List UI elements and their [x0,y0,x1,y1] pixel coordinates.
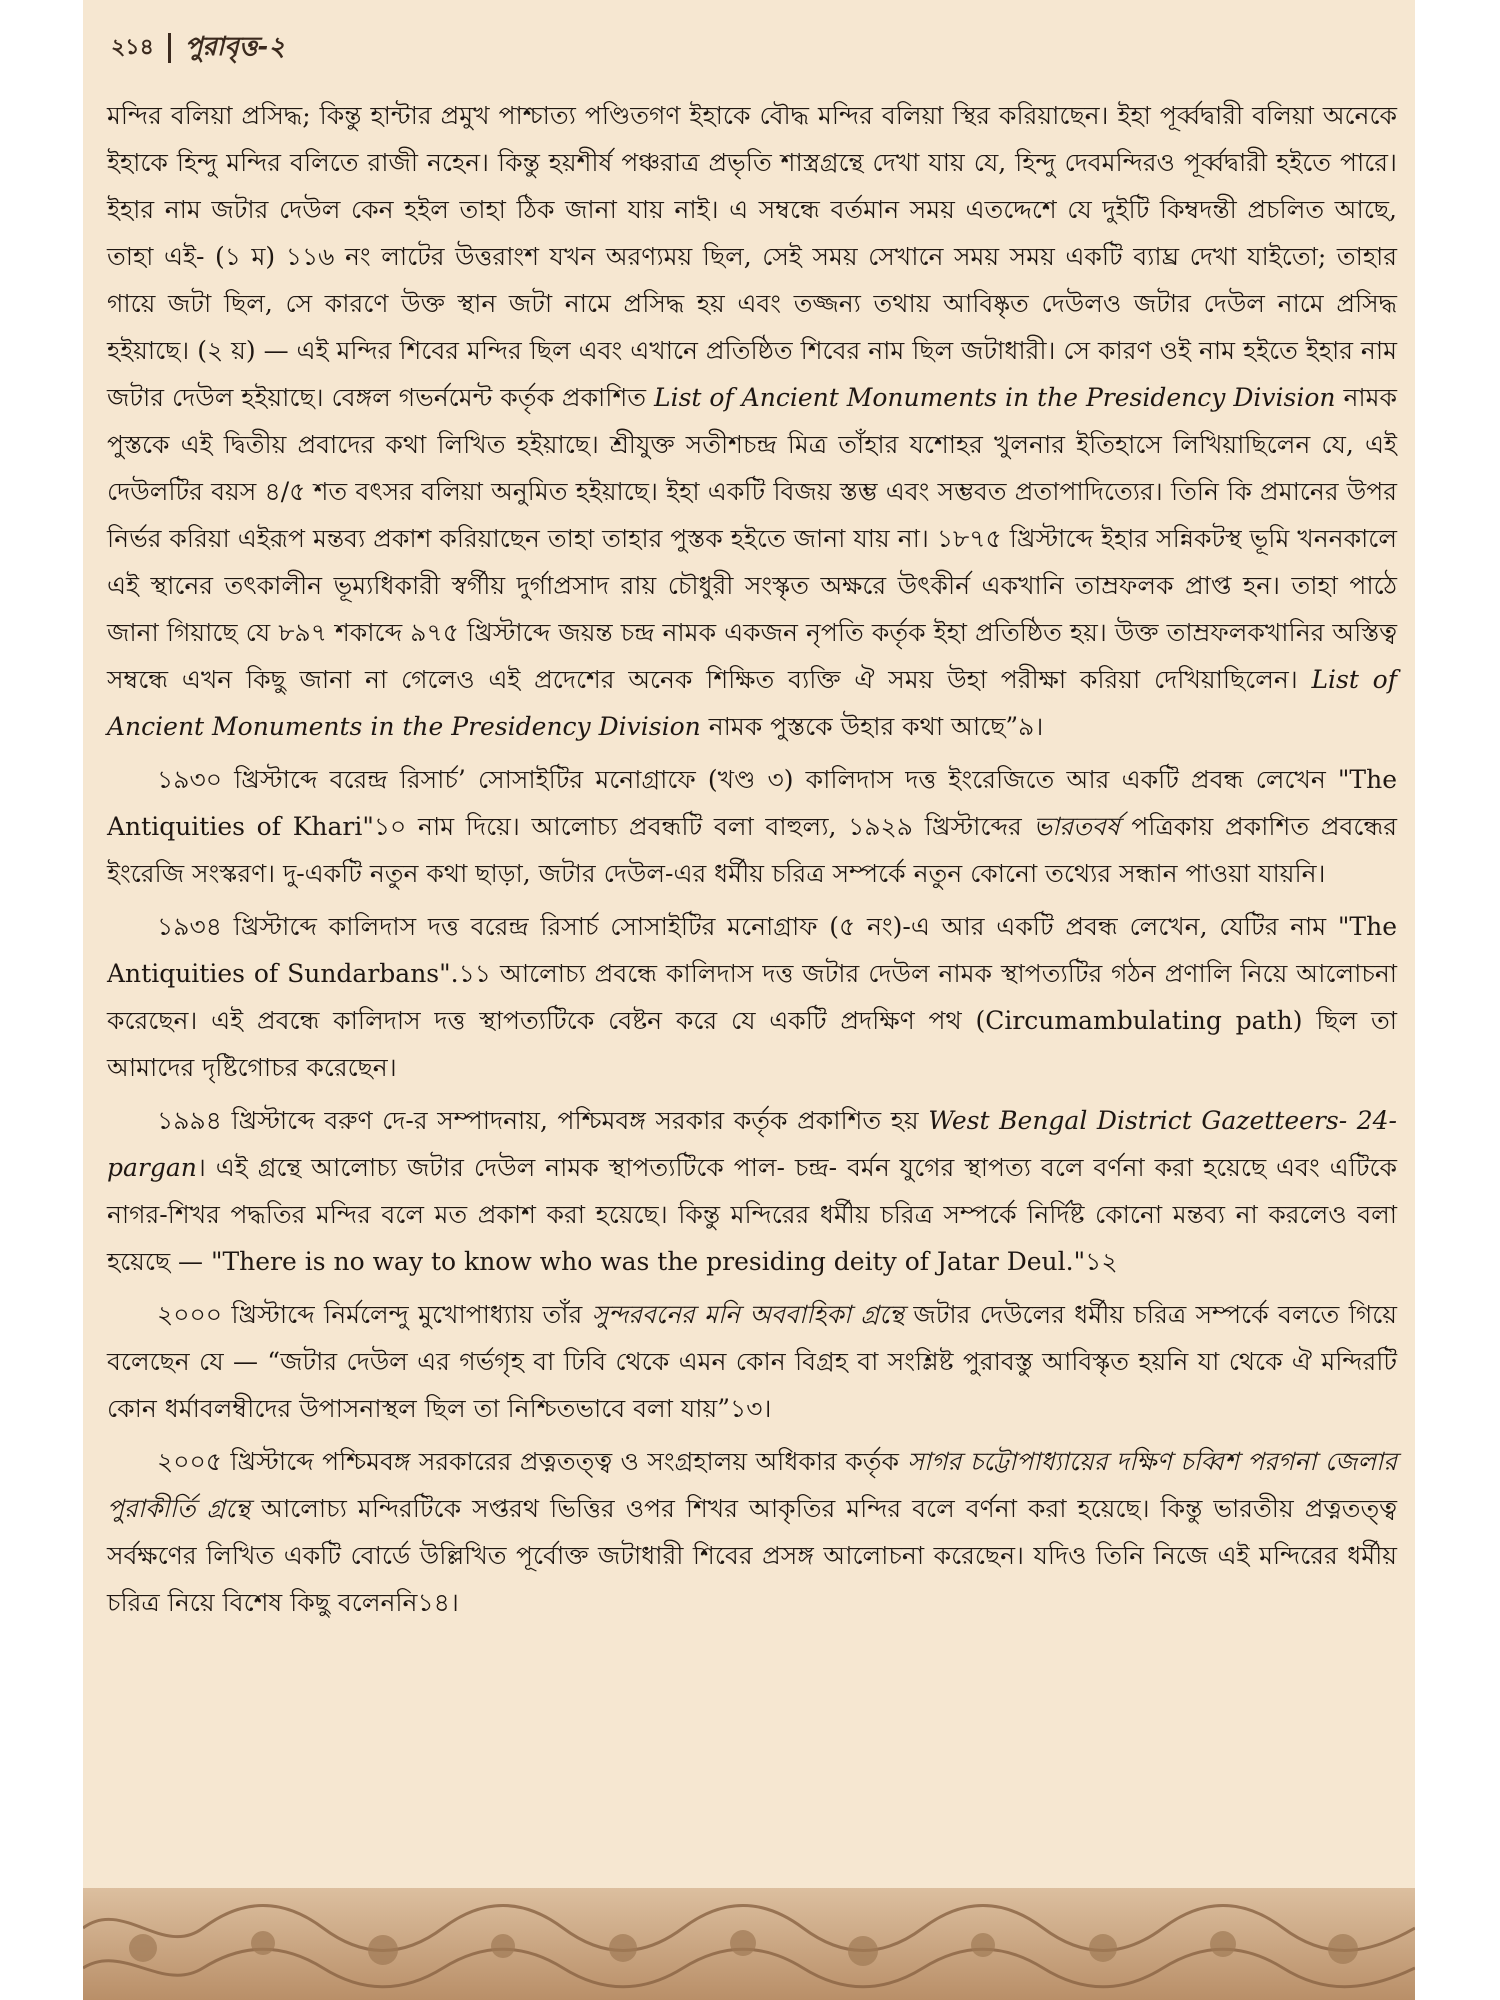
decorative-carved-border-image [83,1888,1415,2000]
paragraph [107,1438,1397,1626]
text-segment: নামক পুস্তকে উহার কথা আছে”৯। [700,712,1044,741]
text-segment: নামক পুস্তকে এই দ্বিতীয় প্রবাদের কথা লিখিত হইয়াছে। শ্রীযুক্ত সতীশচন্দ্র মিত্র তাঁহার যশোহর খুলনার ইতিহাসে লিখিয়াছিলেন যে, এই দেউলটির বয়স ৪/৫ শত বৎসর বলিয়া অনুমিত হইয়াছে। ইহা একটি বিজয় স্তম্ভ এবং সম্ভবত প্রতাপাদিত্যের। তিনি কি প্রমানের উপর নির্ভর করিয়া এইরূপ মন্তব্য প্রকাশ করিয়াছেন তাহা তাহার পুস্তক হইতে জানা যায় না। ১৮৭৫ খ্রিস্টাব্দে ইহার সন্নিকটস্থ ভূমি খননকালে এই স্থানের তৎকালীন ভূম্যধিকারী স্বর্গীয় দুর্গাপ্রসাদ রায় চৌধুরী সংস্কৃত অক্ষরে উৎকীর্ন একখানি তাম্রফলক প্রাপ্ত হন। তাহা পাঠে জানা গিয়াছে যে ৮৯৭ শকাব্দে ৯৭৫ খ্রিস্টাব্দে জয়ন্ত চন্দ্র নামক একজন নৃপতি কর্তৃক ইহা প্রতিষ্ঠিত হয়। উক্ত তাম্রফলকখানির অস্তিত্ব সম্বন্ধে এখন কিছু জানা না গেলেও এই প্রদেশের অনেক শিক্ষিত ব্যক্তি ঐ সময় উহা পরীক্ষা করিয়া দেখিয়াছিলেন। [107,383,1398,694]
page-number: ২১৪ [111,33,154,60]
italic-text-segment: সাগর চট্টোপাধ্যায়ের দক্ষিণ চব্বিশ পরগনা জেলার পুরাকীর্তি গ্রন্থে [107,1447,1397,1523]
italic-text-segment: List of Ancient Monuments in the Presidency Division [653,383,1336,412]
paragraph [107,1097,1397,1285]
header-divider [168,33,171,63]
text-segment: ২০০৫ খ্রিস্টাব্দে পশ্চিমবঙ্গ সরকারের প্রত্নতত্ত্ব ও সংগ্রহালয় অধিকার কর্তৃক [157,1447,908,1476]
italic-text-segment: List of Ancient Monuments in the Presidency Division [107,665,1397,741]
paragraph [107,92,1397,750]
italic-text-segment: West Bengal District Gazetteers- 24- pargan [107,1106,1397,1182]
italic-text-segment: ভারতবর্ষ [1033,812,1120,841]
text-segment: পত্রিকায় প্রকাশিত প্রবন্ধের ইংরেজি সংস্করণ। দু-একটি নতুন কথা ছাড়া, জটার দেউল-এর ধর্মীয় চরিত্র সম্পর্কে নতুন কোনো তথ্যের সন্ধান পাওয়া যায়নি। [107,812,1397,888]
text-segment: মন্দির বলিয়া প্রসিদ্ধ; কিন্তু হান্টার প্রমুখ পাশ্চাত্য পণ্ডিতগণ ইহাকে বৌদ্ধ মন্দির বলিয়া স্থির করিয়াছেন। ইহা পূর্ব্বদ্বারী বলিয়া অনেকে ইহাকে হিন্দু মন্দির বলিতে রাজী নহেন। কিন্তু হয়শীর্ষ পঞ্চরাত্র প্রভৃতি শাস্ত্রগ্রন্থে দেখা যায় যে, হিন্দু দেবমন্দিরও পূর্ব্বদ্বারী হইতে পারে। ইহার নাম জটার দেউল কেন হইল তাহা ঠিক জানা যায় নাই। এ সম্বন্ধে বর্তমান সময় এতদ্দেশে যে দুইটি কিম্বদন্তী প্রচলিত আছে, তাহা এই- (১ ম) ১১৬ নং লাটের উত্তরাংশ যখন অরণ্যময় ছিল, সেই সময় সেখানে সময় সময় একটি ব্যাঘ্র দেখা যাইতো; তাহার গায়ে জটা ছিল, সে কারণে উক্ত স্থান জটা নামে প্রসিদ্ধ হয় এবং তজ্জন্য তথায় আবিষ্কৃত দেউলও জটার দেউল নামে প্রসিদ্ধ হইয়াছে। (২ য়) — এই মন্দির শিবের মন্দির ছিল এবং এখানে প্রতিষ্ঠিত শিবের নাম ছিল জটাধারী। সে কারণ ওই নাম হইতে ইহার নাম জটার দেউল হইয়াছে। বেঙ্গল গভর্নমেন্ট কর্তৃক প্রকাশিত [107,101,1397,412]
italic-text-segment: সুন্দরবনের মনি অববাহিকা গ্রন্থে [591,1300,905,1329]
text-segment: ২০০০ খ্রিস্টাব্দে নির্মলেন্দু মুখোপাধ্যায় তাঁর [157,1300,592,1329]
text-segment: ১৯৩৪ খ্রিস্টাব্দে কালিদাস দত্ত বরেন্দ্র রিসার্চ সোসাইটির মনোগ্রাফ (৫ নং)-এ আর একটি প্রবন্ধ লেখেন, যেটির নাম "The Antiquities of Sundarbans".১১ আলোচ্য প্রবন্ধে কালিদাস দত্ত জটার দেউল নামক স্থাপত্যটির গঠন প্রণালি নিয়ে আলোচনা করেছেন। এই প্রবন্ধে কালিদাস দত্ত স্থাপত্যটিকে বেষ্টন করে যে একটি প্রদক্ষিণ পথ (Circumambulating path) ছিল তা আমাদের দৃষ্টিগোচর করেছেন। [107,912,1397,1082]
book-title: পুরাবৃত্ত-২ [184,32,286,62]
text-segment: জটার দেউলের ধর্মীয় চরিত্র সম্পর্কে বলতে গিয়ে বলেছেন যে — “জটার দেউল এর গর্ভগৃহ বা ঢিবি থেকে এমন কোন বিগ্রহ বা সংশ্লিষ্ট পুরাবস্তু আবিস্কৃত হয়নি যা থেকে ঐ মন্দিরটি কোন ধর্মাবলম্বীদের উপাসনাস্থল ছিল তা নিশ্চিতভাবে বলা যায়”১৩। [107,1300,1397,1423]
text-segment: । এই গ্রন্থে আলোচ্য জটার দেউল নামক স্থাপত্যটিকে পাল- চন্দ্র- বর্মন যুগের স্থাপত্য বলে বর্ণনা করা হয়েছে এবং এটিকে নাগর-শিখর পদ্ধতির মন্দির বলে মত প্রকাশ করা হয়েছে। কিন্তু মন্দিরের ধর্মীয় চরিত্র সম্পর্কে নির্দিষ্ট কোনো মন্তব্য না করলেও বলা হয়েছে — "There is no way to know who was the presiding deity of Jatar Deul."১২ [107,1153,1397,1276]
text-segment: ১৯৯৪ খ্রিস্টাব্দে বরুণ দে-র সম্পাদনায়, পশ্চিমবঙ্গ সরকার কর্তৃক প্রকাশিত হয় [157,1106,929,1135]
paragraph [107,903,1397,1091]
page-header [111,26,285,70]
paragraph [107,1291,1397,1432]
article-body [107,92,1397,1632]
text-segment: আলোচ্য মন্দিরটিকে সপ্তরথ ভিত্তির ওপর শিখর আকৃতির মন্দির বলে বর্ণনা করা হয়েছে। কিন্তু ভারতীয় প্রত্নতত্ত্ব সর্বক্ষণের লিখিত একটি বোর্ডে উল্লিখিত পূর্বোক্ত জটাধারী শিবের প্রসঙ্গ আলোচনা করেছেন। যদিও তিনি নিজে এই মন্দিরের ধর্মীয় চরিত্র নিয়ে বিশেষ কিছু বলেননি১৪। [107,1494,1397,1617]
paragraph [107,756,1397,897]
text-segment: ১৯৩০ খ্রিস্টাব্দে বরেন্দ্র রিসার্চ’ সোসাইটির মনোগ্রাফে (খণ্ড ৩) কালিদাস দত্ত ইংরেজিতে আর একটি প্রবন্ধ লেখেন "The Antiquities of Khari"১০ নাম দিয়ে। আলোচ্য প্রবন্ধটি বলা বাহুল্য, ১৯২৯ খ্রিস্টাব্দের [107,765,1397,841]
book-page [83,0,1415,2000]
